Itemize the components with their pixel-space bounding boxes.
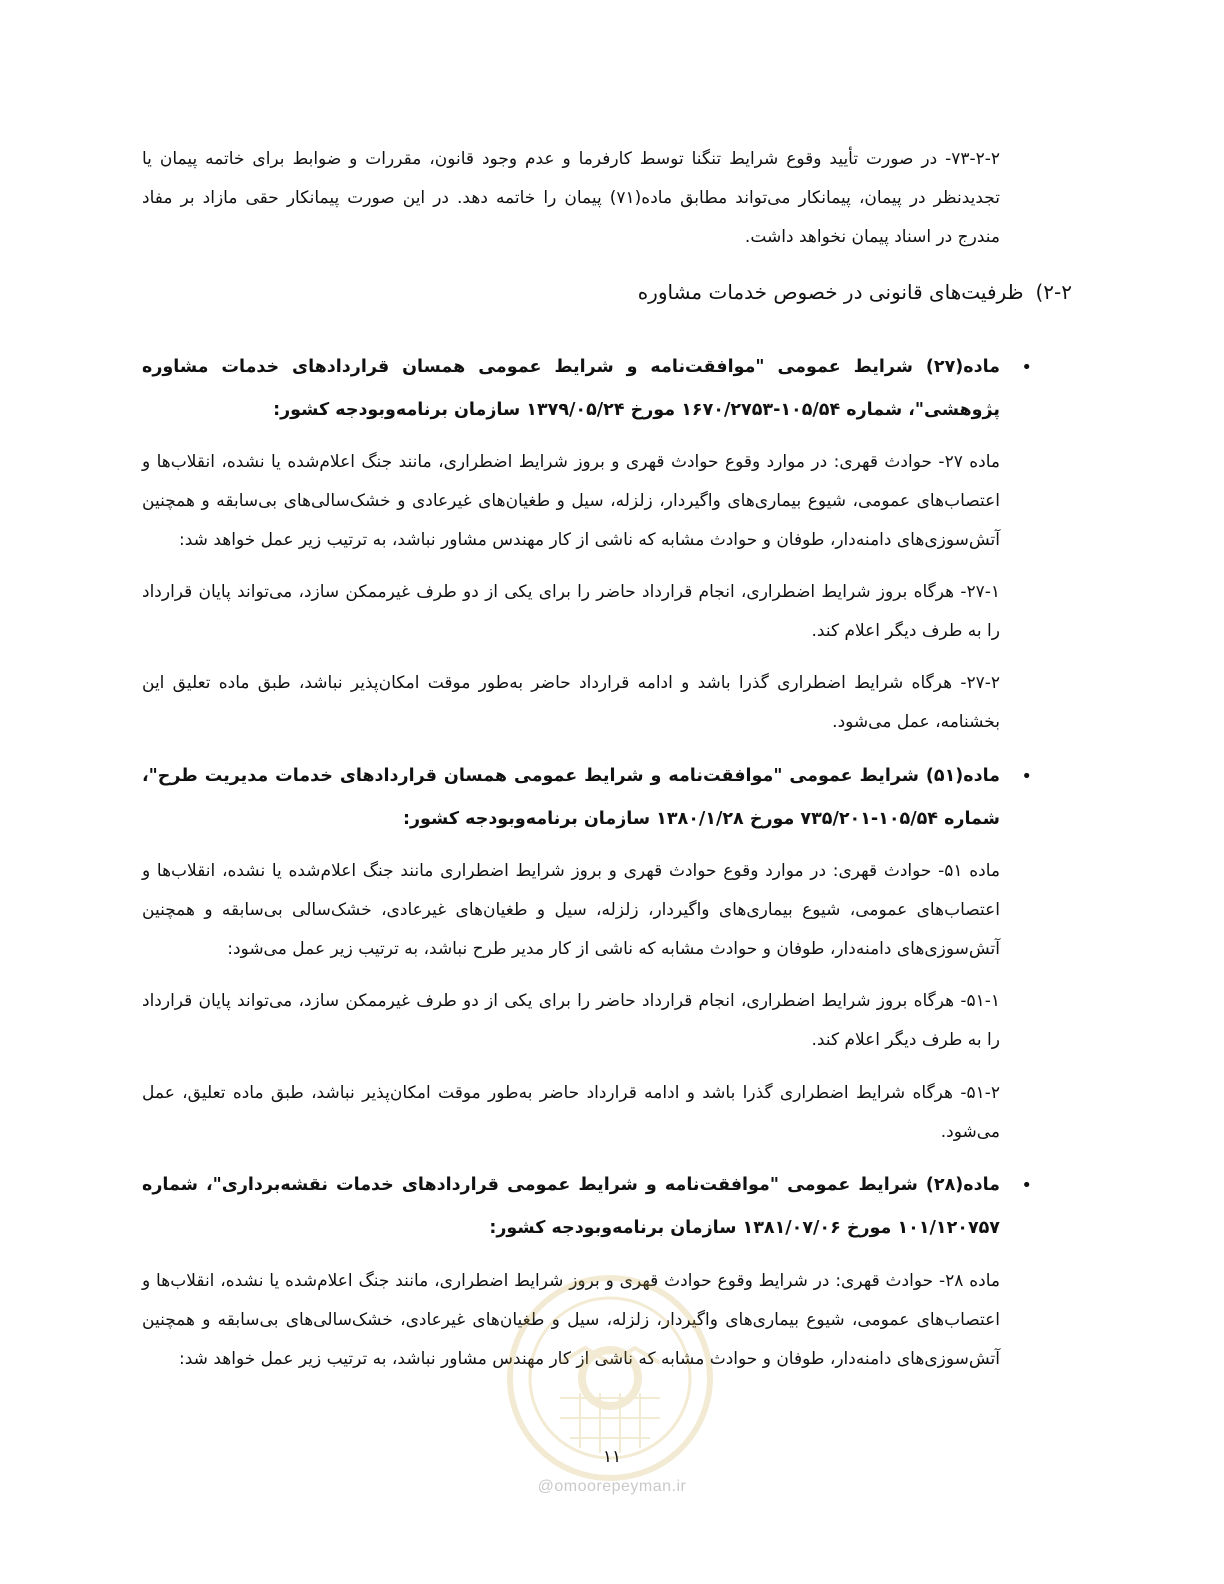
article-27-1: ۲۷-۱- هرگاه بروز شرایط اضطراری، انجام قرارداد حاضر را برای یکی از دو طرف غیرممکن سازد، می‌تواند پایان قرارداد را به طرف دیگر اعلام کند. — [142, 582, 1000, 641]
section-heading — [372, 272, 1072, 312]
article-51-1: ۵۱-۱- هرگاه بروز شرایط اضطراری، انجام قرارداد حاضر را برای یکی از دو طرف غیرممکن سازد، می‌تواند پایان قرارداد را به طرف دیگر اعلام کند. — [142, 991, 1000, 1050]
bullet-icon: • — [1021, 1175, 1032, 1196]
article-51-title: ماده(۵۱) شرایط عمومی "موافقت‌نامه و شرایط عمومی همسان قراردادهای خدمات مدیریت طرح"، شماره ۱۰۵/۵۴-۷۳۵/۲۰۱ مورخ ۱۳۸۰/۱/۲۸ سازمان برنامه‌وبودجه کشور: — [142, 766, 1000, 829]
article-27-body: ماده ۲۷- حوادث قهری: در موارد وقوع حوادث قهری و بروز شرایط اضطراری، مانند جنگ اعلام‌شده یا نشده، انقلاب‌ها و اعتصاب‌های عمومی، شیوع بیماری‌های واگیردار، زلزله، سیل و طغیان‌های غیرعادی و خشک‌سالی‌های بی‌سابقه و همچنین آتش‌سوزی‌های دامنه‌دار، طوفان و حوادث مشابه که ناشی از کار مهندس مشاور نباشد، به ترتیب زیر عمل خواهد شد: — [142, 452, 1001, 550]
article-27-title: ماده(۲۷) شرایط عمومی "موافقت‌نامه و شرایط عمومی همسان قراردادهای خدمات مشاوره پژوهشی"، شماره ۱۰۵/۵۴-۱۶۷۰/۲۷۵۳ مورخ ۱۳۷۹/۰۵/۲۴ سازمان برنامه‌وبودجه کشور: — [142, 357, 1000, 420]
paragraph-73-2-2: ۷۳-۲-۲- در صورت تأیید وقوع شرایط تنگنا توسط کارفرما و عدم وجود قانون، مقررات و ضوابط برای خاتمه پیمان یا تجدیدنظر در پیمان، پیمانکار می‌تواند مطابق ماده(۷۱) پیمان را خاتمه دهد. در این صورت پیمانکار حقی مازاد بر مفاد مندرج در اسناد پیمان نخواهد داشت. — [142, 149, 1001, 247]
article-51-2: ۵۱-۲- هرگاه شرایط اضطراری گذرا باشد و ادامه قرارداد حاضر به‌طور موقت امکان‌پذیر نباشد، طبق ماده تعلیق، عمل می‌شود. — [142, 1083, 1000, 1142]
bullet-icon: • — [1021, 766, 1032, 787]
bullet-icon: • — [1021, 357, 1032, 378]
article-51-body: ماده ۵۱- حوادث قهری: در موارد وقوع حوادث قهری و بروز شرایط اضطراری مانند جنگ اعلام‌شده یا نشده، انقلاب‌ها و اعتصاب‌های عمومی، شیوع بیماری‌های واگیردار، زلزله، سیل و طغیان‌های غیرعادی، خشک‌سالی بی‌سابقه و همچنین آتش‌سوزی‌های دامنه‌دار، طوفان و حوادث مشابه که ناشی از کار مدیر طرح نباشد، به ترتیب زیر عمل می‌شود: — [142, 861, 1000, 959]
page-number: ۱۱ — [602, 1447, 622, 1467]
article-28-title: ماده(۲۸) شرایط عمومی "موافقت‌نامه و شرایط عمومی قراردادهای خدمات نقشه‌برداری"، شماره ۱۰۱/۱۲۰۷۵۷ مورخ ۱۳۸۱/۰۷/۰۶ سازمان برنامه‌وبودجه کشور: — [142, 1175, 1000, 1238]
article-27-2: ۲۷-۲- هرگاه شرایط اضطراری گذرا باشد و ادامه قرارداد حاضر به‌طور موقت امکان‌پذیر نباشد، طبق ماده تعلیق این بخشنامه، عمل می‌شود. — [142, 673, 1000, 732]
section-number: ۲-۲) — [1035, 280, 1072, 304]
section-title: ظرفیت‌های قانونی در خصوص خدمات مشاوره — [637, 280, 1024, 304]
watermark-site: @omoorepeyman.ir — [537, 1478, 687, 1495]
article-28-body: ماده ۲۸- حوادث قهری: در شرایط وقوع حوادث قهری و بروز شرایط اضطراری، مانند جنگ اعلام‌شده یا نشده، انقلاب‌ها و اعتصاب‌های عمومی، شیوع بیماری‌های واگیردار، زلزله، سیل و طغیان‌های غیرعادی، خشک‌سالی‌های بی‌سابقه و همچنین آتش‌سوزی‌های دامنه‌دار، طوفان و حوادث مشابه که ناشی از کار مهندس مشاور نباشد، به ترتیب زیر عمل خواهد شد: — [142, 1271, 1000, 1369]
